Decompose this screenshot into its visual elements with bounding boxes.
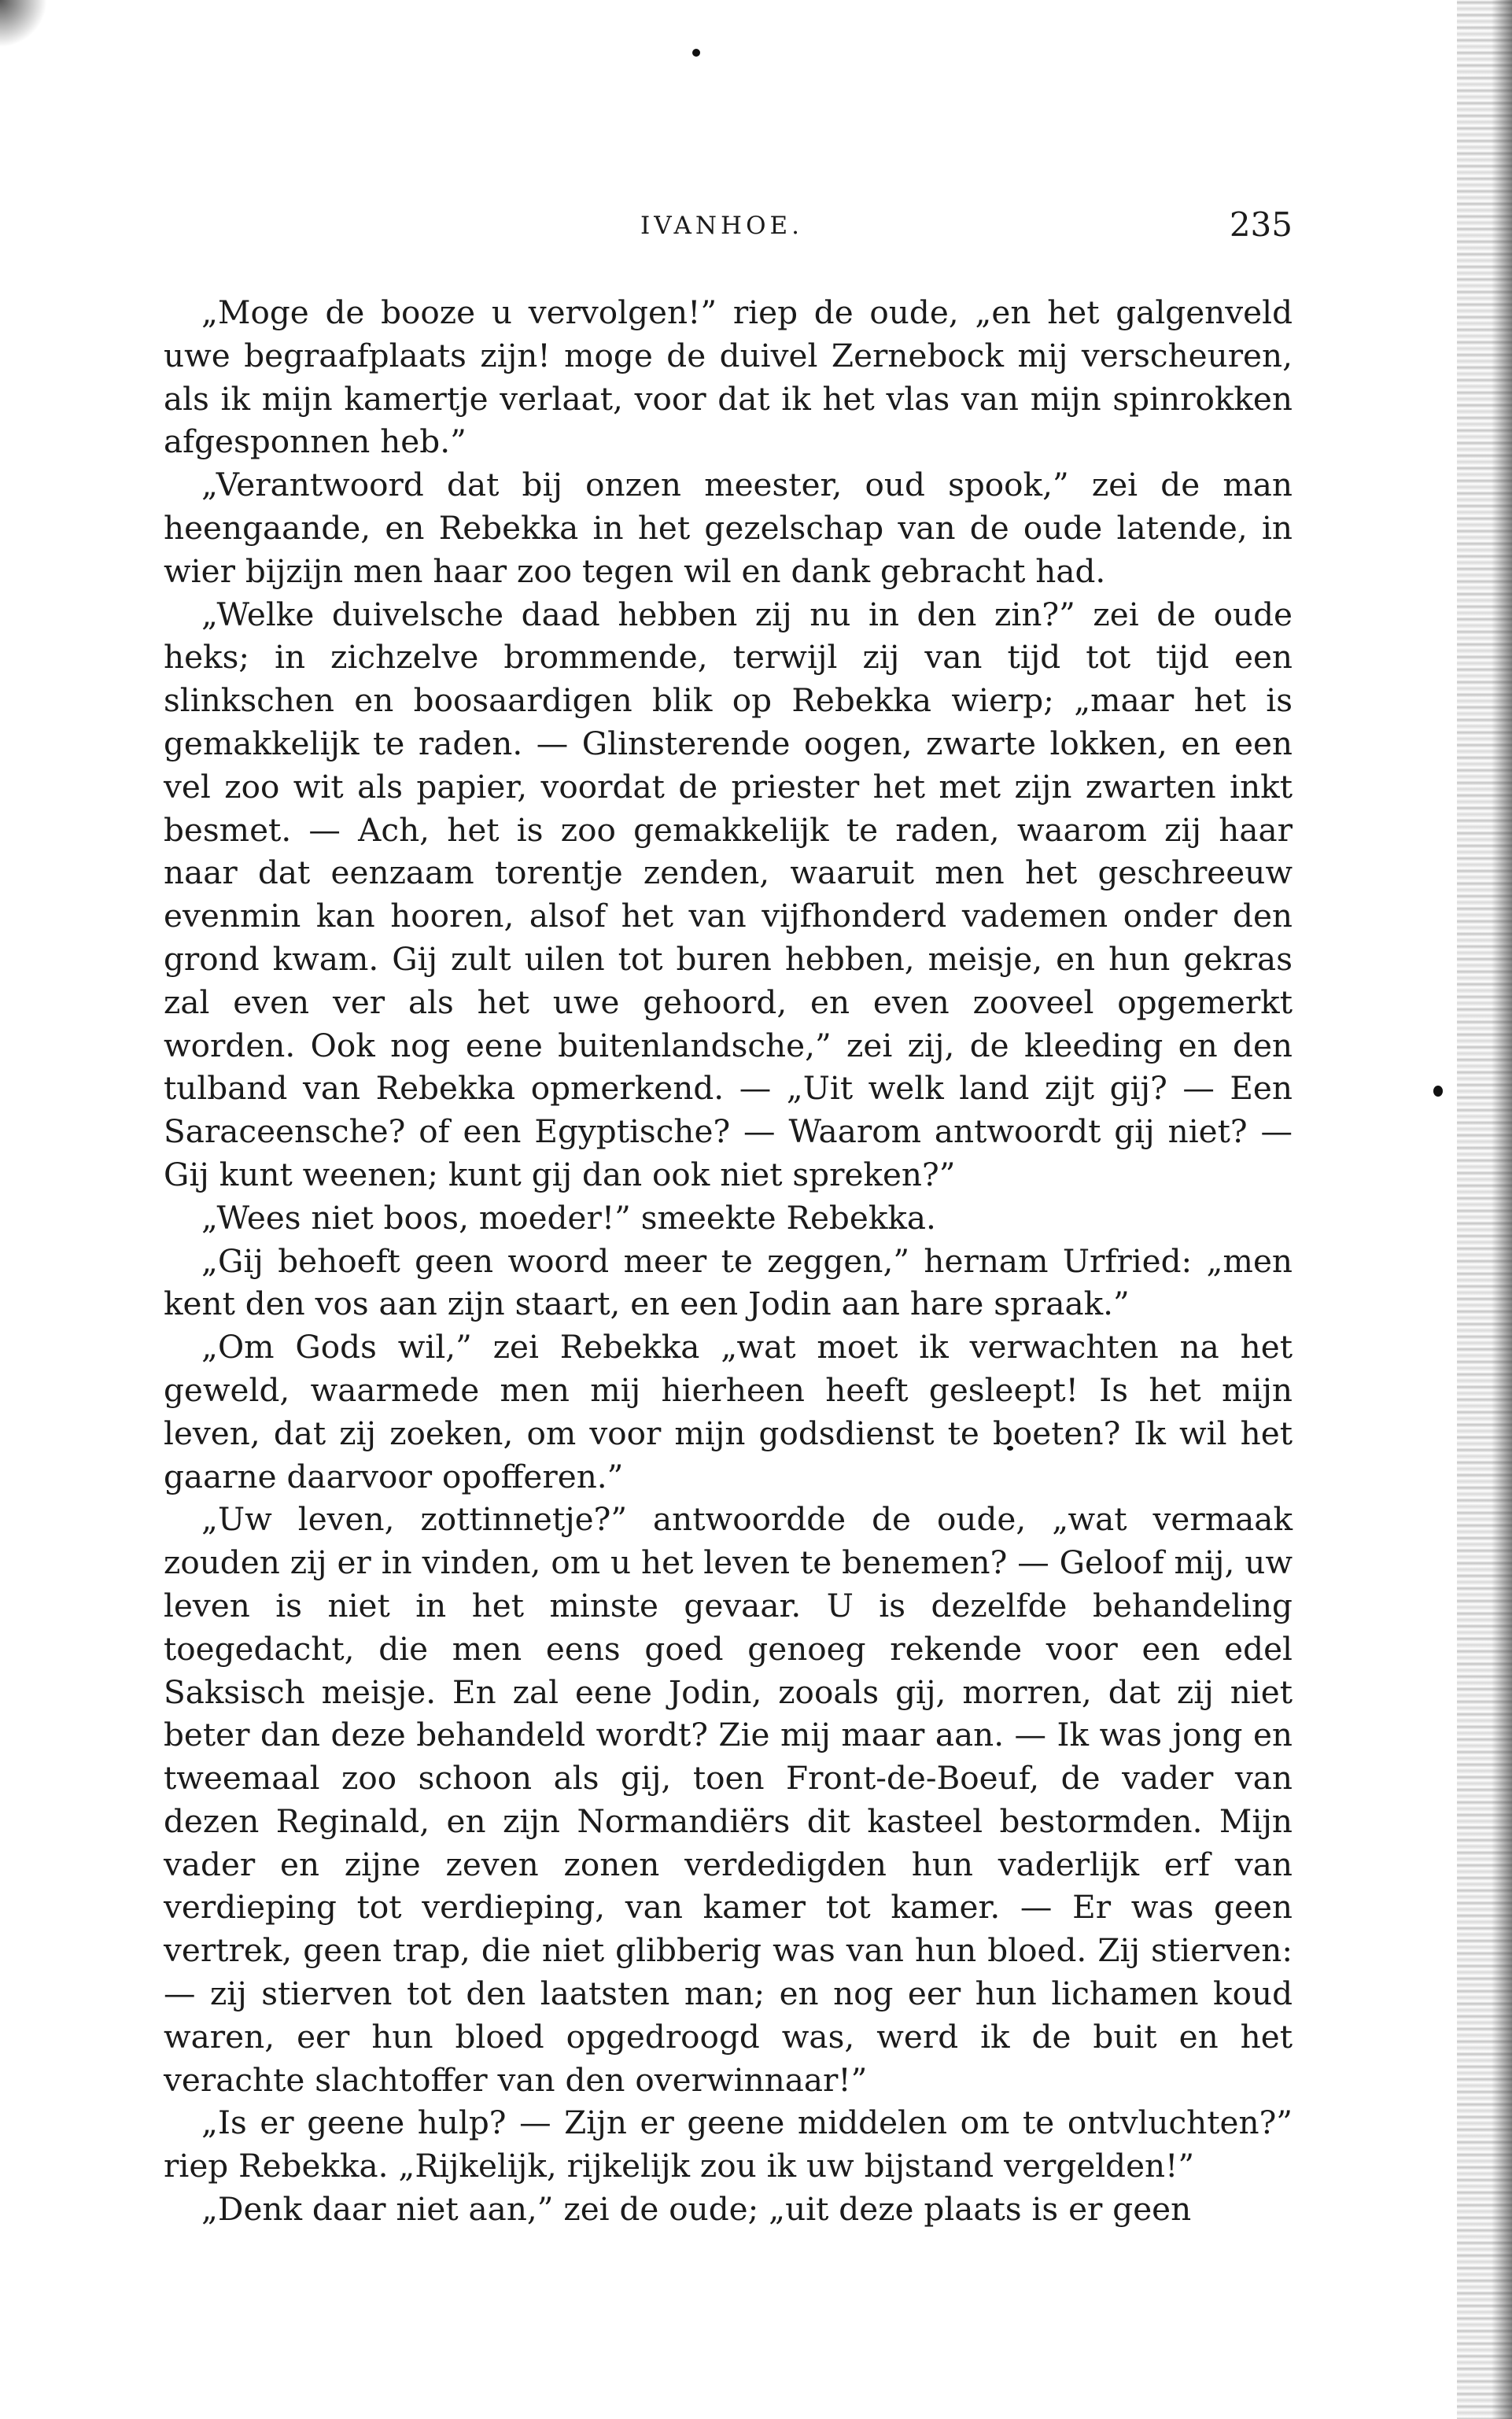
paragraph: „Welke duivelsche daad hebben zij nu in den zin?” zei de oude heks; in zichzelve brommende, terwijl zij van tijd tot tijd een slinkschen en boosaardigen blik op Rebekka wierp; „maar het is gemakkelijk te raden. — Glinsterende oogen, zwarte lokken, en een vel zoo wit als papier, voordat de priester het met zijn zwarten inkt besmet. — Ach, het is zoo gemakkelijk te raden, waarom zij haar naar dat eenzaam torentje zenden, waaruit men het geschreeuw evenmin kan hooren, alsof het van vijfhonderd vademen onder den grond kwam. Gij zult uilen tot buren hebben, meisje, en hun gekras zal even ver als het uwe gehoord, en even zooveel opgemerkt worden. Ook nog eene buitenlandsche,” zei zij, de kleeding en den tulband van Rebekka opmerkend. — „Uit welk land zijt gij? — Een Saraceensche? of een Egyptische? — Waarom antwoordt gij niet? — Gij kunt weenen; kunt gij dan ook niet spreken?”	[164, 595, 1293, 1193]
page-header	[164, 201, 1293, 248]
scan-shadow-corner	[0, 0, 47, 47]
ink-speck	[692, 49, 700, 57]
running-title: IVANHOE.	[640, 212, 803, 240]
paragraph: „Moge de booze u vervolgen!” riep de oude, „en het galgenveld uwe begraafplaats zijn! moge de duivel Zernebock mij verscheuren, als ik mijn kamertje verlaat, voor dat ik het vlas van mijn spinrokken afgesponnen heb.”	[164, 293, 1293, 461]
paragraph: „Denk daar niet aan,” zei de oude; „uit deze plaats is er geen	[201, 2190, 1192, 2229]
paragraph: „Gij behoeft geen woord meer te zeggen,” hernam Urfried: „men kent den vos aan zijn staart, en een Jodin aan hare spraak.”	[164, 1241, 1293, 1323]
paragraph: „Wees niet boos, moeder!” smeekte Rebekka.	[201, 1198, 936, 1237]
paragraph: „Is er geene hulp? — Zijn er geene middelen om te ontvluchten?” riep Rebekka. „Rijkelijk, rijkelijk zou ik uw bijstand vergelden!”	[164, 2104, 1293, 2185]
scan-page-edge-shadow	[1492, 0, 1512, 2419]
paragraph: „Verantwoord dat bij onzen meester, oud spook,” zei de man heengaande, en Rebekka in het gezelschap van de oude latende, in wier bijzijn men haar zoo tegen wil en dank gebracht had.	[164, 466, 1293, 590]
page-number: 235	[1229, 205, 1293, 244]
ink-speck	[1433, 1086, 1443, 1097]
paragraph: „Uw leven, zottinnetje?” antwoordde de oude, „wat vermaak zouden zij er in vinden, om u het leven te benemen? — Geloof mij, uw leven is niet in het minste gevaar. U is dezelfde behandeling toegedacht, die men eens goed genoeg rekende voor een edel Saksisch meisje. En zal eene Jodin, zooals gij, morren, dat zij niet beter dan deze behandeld wordt? Zie mij maar aan. — Ik was jong en tweemaal zoo schoon als gij, toen Front-de-Boeuf, de vader van dezen Reginald, en zijn Normandiërs dit kasteel bestormden. Mijn vader en zijne zeven zonen verdedigden hun vaderlijk erf van verdieping tot verdieping, van kamer tot kamer. — Er was geen vertrek, geen trap, die niet glibberig was van hun bloed. Zij stierven: — zij stierven tot den laatsten man; en nog eer hun lichamen koud waren, eer hun bloed opgedroogd was, werd ik de buit en het verachte slachtoffer van den overwinnaar!”	[164, 1500, 1293, 2099]
paragraph: „Om Gods wil,” zei Rebekka „wat moet ik verwachten na het geweld, waarmede men mij hierheen heeft gesleept! Is het mijn leven, dat zij zoeken, om voor mijn godsdienst te boeten? Ik wil het gaarne daarvoor opofferen.”	[164, 1328, 1293, 1495]
body-text	[164, 291, 1293, 2231]
